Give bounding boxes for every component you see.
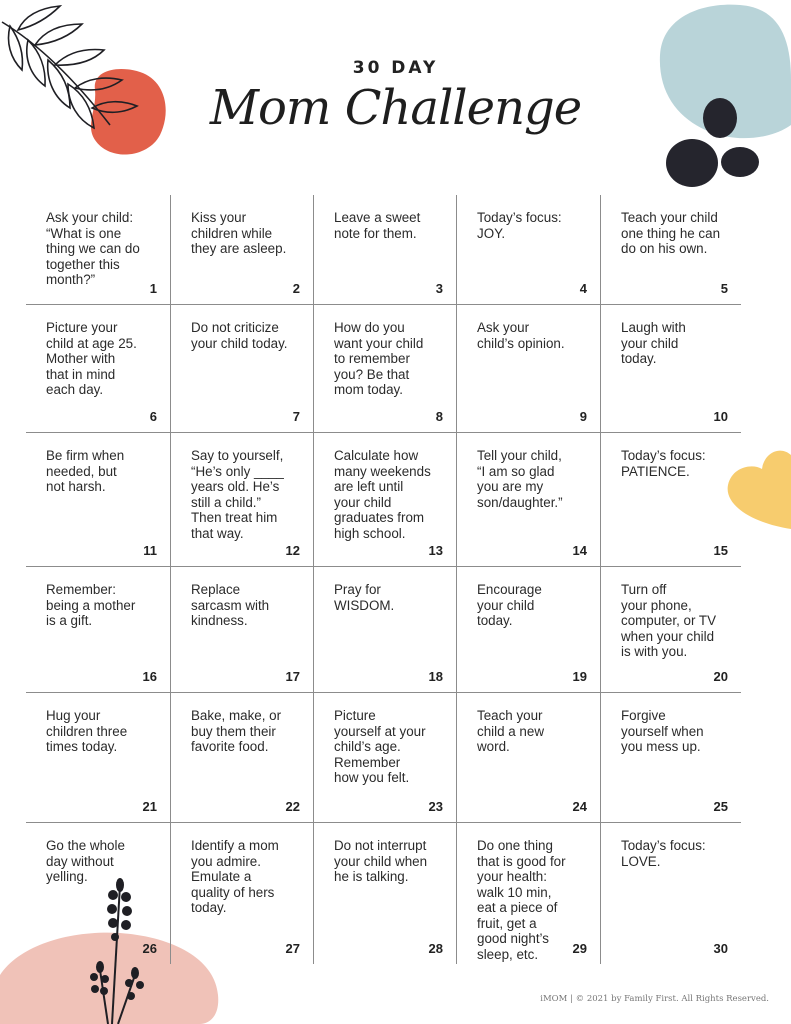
day-cell-4 [457, 195, 601, 305]
day-text: Picture your child at age 25. Mother with that in mind each day. [46, 320, 137, 397]
day-text: Encourage your child today. [477, 582, 542, 628]
day-text: Say to yourself, “He’s only ____ years old. He’s still a child.” Then treat him that way. [191, 448, 284, 541]
day-text: Bake, make, or buy them their favorite food. [191, 708, 282, 754]
day-number: 19 [572, 669, 587, 684]
day-number: 5 [720, 281, 728, 296]
day-number: 25 [713, 799, 728, 814]
day-number: 10 [713, 409, 728, 424]
day-cell-6 [26, 305, 171, 433]
day-number: 20 [713, 669, 728, 684]
day-cell-15 [601, 433, 741, 567]
day-number: 1 [149, 281, 157, 296]
day-cell-7 [171, 305, 314, 433]
day-number: 4 [579, 281, 587, 296]
day-cell-26 [26, 823, 171, 964]
day-text: Leave a sweet note for them. [334, 210, 421, 241]
day-number: 11 [143, 543, 157, 558]
day-number: 24 [572, 799, 587, 814]
day-number: 13 [428, 543, 443, 558]
day-cell-19 [457, 567, 601, 693]
day-text: Teach your child one thing he can do on his own. [621, 210, 721, 256]
day-cell-8 [314, 305, 457, 433]
day-number: 21 [142, 799, 157, 814]
day-text: Pray for WISDOM. [334, 582, 395, 613]
day-number: 6 [149, 409, 157, 424]
day-text: Teach your child a new word. [477, 708, 544, 754]
day-cell-24 [457, 693, 601, 823]
page-title: Mom Challenge [209, 80, 582, 136]
day-text: Laugh with your child today. [621, 320, 686, 366]
day-cell-2 [171, 195, 314, 305]
day-text: Turn off your phone, computer, or TV when your child is with you. [621, 582, 717, 659]
stone-icon [666, 139, 718, 187]
day-cell-18 [314, 567, 457, 693]
day-text: How do you want your child to remember you? Be that mom today. [334, 320, 424, 397]
day-text: Replace sarcasm with kindness. [191, 582, 270, 628]
day-cell-12 [171, 433, 314, 567]
day-number: 16 [142, 669, 157, 684]
day-cell-22 [171, 693, 314, 823]
stone-icon [721, 147, 759, 177]
day-text: Do not interrupt your child when he is talking. [334, 838, 428, 884]
day-text: Be firm when needed, but not harsh. [46, 448, 125, 494]
day-text: Picture yourself at your child’s age. Remember how you felt. [334, 708, 426, 785]
day-text: Forgive yourself when you mess up. [621, 708, 704, 754]
day-number: 29 [572, 941, 587, 956]
day-cell-28 [314, 823, 457, 964]
day-text: Calculate how many weekends are left until your child graduates from high school. [334, 448, 431, 541]
day-cell-11 [26, 433, 171, 567]
day-cell-23 [314, 693, 457, 823]
day-cell-25 [601, 693, 741, 823]
day-text: Hug your children three times today. [46, 708, 128, 754]
day-number: 27 [285, 941, 300, 956]
day-number: 15 [713, 543, 728, 558]
day-text: Ask your child’s opinion. [477, 320, 565, 351]
day-text: Today’s focus: LOVE. [621, 838, 706, 869]
day-number: 23 [428, 799, 443, 814]
title-top: 30 DAY [352, 58, 439, 78]
day-text: Identify a mom you admire. Emulate a quality of hers today. [191, 838, 279, 915]
day-text: Tell your child, “I am so glad you are my son/daughter.” [477, 448, 563, 510]
day-cell-9 [457, 305, 601, 433]
day-text: Do one thing that is good for your health: walk 10 min, eat a piece of fruit, get a good night’s sleep, etc. [477, 838, 566, 962]
day-cell-17 [171, 567, 314, 693]
day-cell-20 [601, 567, 741, 693]
day-number: 2 [292, 281, 300, 296]
day-number: 14 [572, 543, 587, 558]
day-cell-1 [26, 195, 171, 305]
day-text: Kiss your children while they are asleep. [191, 210, 287, 256]
day-text: Go the whole day without yelling. [46, 838, 125, 884]
day-cell-14 [457, 433, 601, 567]
day-cell-10 [601, 305, 741, 433]
day-number: 9 [579, 409, 587, 424]
day-number: 7 [292, 409, 300, 424]
day-cell-29 [457, 823, 601, 964]
day-text: Remember: being a mother is a gift. [46, 582, 136, 628]
day-number: 30 [713, 941, 728, 956]
day-number: 18 [428, 669, 443, 684]
day-text: Today’s focus: PATIENCE. [621, 448, 706, 479]
day-cell-21 [26, 693, 171, 823]
day-number: 28 [428, 941, 443, 956]
copyright-footer: iMOM | © 2021 by Family First. All Rights Reserved. [540, 994, 769, 1004]
day-number: 3 [435, 281, 443, 296]
day-cell-3 [314, 195, 457, 305]
day-cell-27 [171, 823, 314, 964]
day-cell-13 [314, 433, 457, 567]
day-cell-16 [26, 567, 171, 693]
day-number: 22 [285, 799, 300, 814]
day-number: 8 [435, 409, 443, 424]
day-text: Ask your child: “What is one thing we can do together this month?” [46, 210, 140, 287]
day-cell-30 [601, 823, 741, 964]
day-text: Today’s focus: JOY. [477, 210, 562, 241]
day-text: Do not criticize your child today. [191, 320, 288, 351]
day-number: 17 [285, 669, 300, 684]
day-number: 26 [142, 941, 157, 956]
day-cell-5 [601, 195, 741, 305]
day-number: 12 [285, 543, 300, 558]
